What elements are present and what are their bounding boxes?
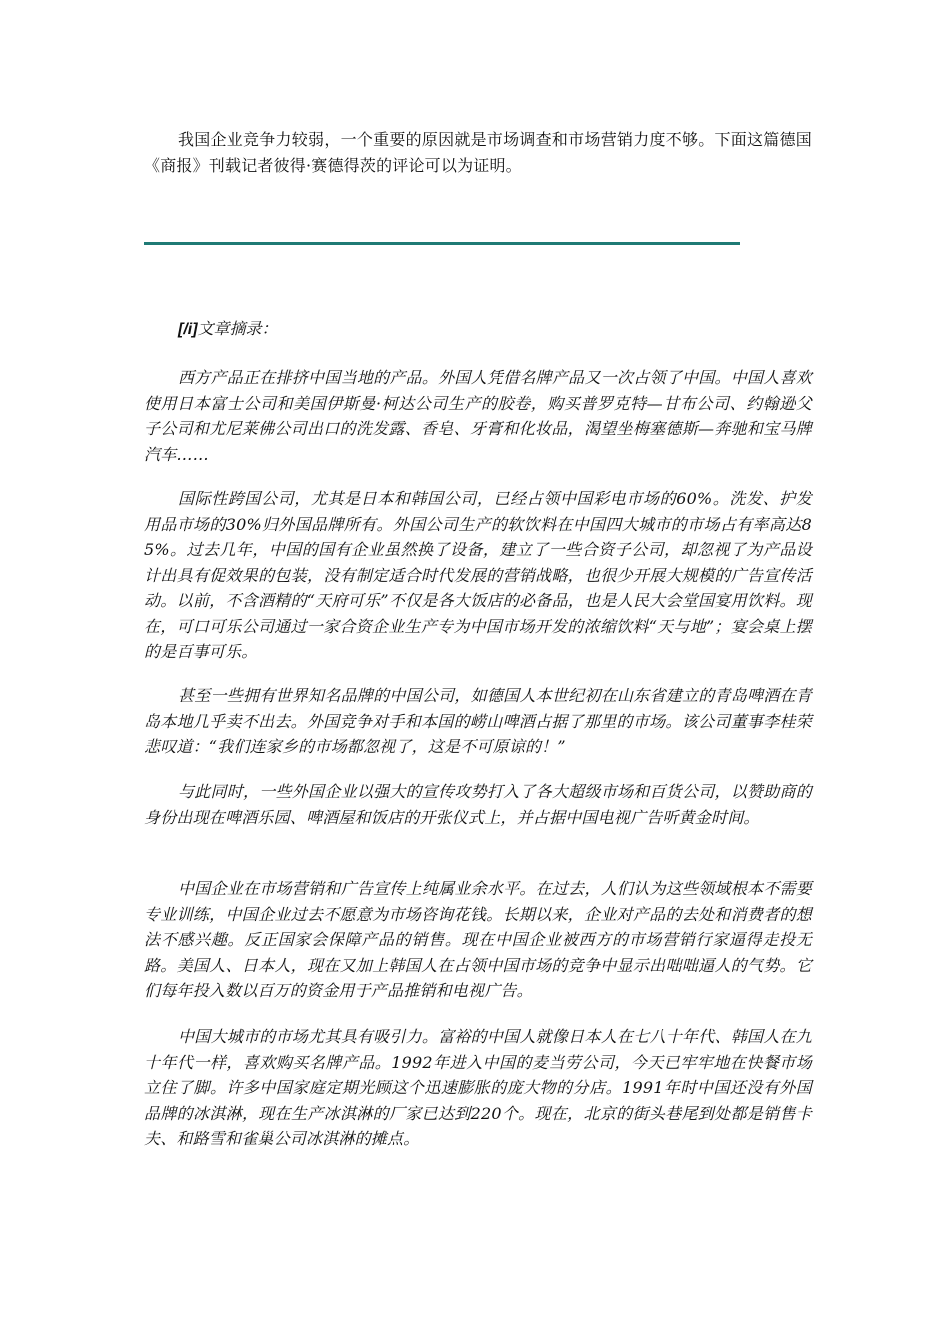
paragraph-block-5 <box>144 876 812 1004</box>
article-paragraph: 中国企业在市场营销和广告宣传上纯属业余水平。在过去，人们认为这些领域根本不需要专业训练，中国企业过去不愿意为市场咨询花钱。长期以来，企业对产品的去处和消费者的想法不感兴趣。反正国家会保障产品的销售。现在中国企业被西方的市场营销行家逼得走投无路。美国人、日本人，现在又加上韩国人在占领中国市场的竞争中显示出咄咄逼人的气势。它们每年投入数以百万的资金用于产品推销和电视广告。 <box>144 879 812 1000</box>
article-paragraph: 中国大城市的市场尤其具有吸引力。富裕的中国人就像日本人在七八十年代、韩国人在九十年代一样，喜欢购买名牌产品。1992年进入中国的麦当劳公司，今天已牢牢地在快餐市场立住了脚。许多中国家庭定期光顾这个迅速膨胀的庞大物的分店。1991年时中国还没有外国品牌的冰淇淋，现在生产冰淇淋的厂家已达到220个。现在，北京的街头巷尾到处都是销售卡夫、和路雪和雀巢公司冰淇淋的摊点。 <box>144 1027 812 1148</box>
article-paragraph: 甚至一些拥有世界知名品牌的中国公司，如德国人本世纪初在山东省建立的青岛啤酒在青岛本地几乎卖不出去。外国竞争对手和本国的崂山啤酒占据了那里的市场。该公司董事李桂荣悲叹道：“我们连家乡的市场都忽视了，这是不可原谅的！” <box>144 686 812 756</box>
article-paragraph: 国际性跨国公司，尤其是日本和韩国公司，已经占领中国彩电市场的60%。洗发、护发用品市场的30%归外国品牌所有。外国公司生产的软饮料在中国四大城市的市场占有率高达85%。过去几年，中国的国有企业虽然换了设备，建立了一些合资子公司，却忽视了为产品设计出具有促效果的包装，没有制定适合时代发展的营销战略，也很少开展大规模的广告宣传活动。以前，不含酒精的“天府可乐”不仅是各大饭店的必备品，也是人民大会堂国宴用饮料。现在，可口可乐公司通过一家合资企业生产专为中国市场开发的浓缩饮料“天与地”；宴会桌上摆的是百事可乐。 <box>144 489 812 661</box>
paragraph-block-4 <box>144 779 812 830</box>
article-paragraph: 西方产品正在排挤中国当地的产品。外国人凭借名牌产品又一次占领了中国。中国人喜欢使用日本富士公司和美国伊斯曼·柯达公司生产的胶卷，购买普罗克特—甘布公司、约翰逊父子公司和尤尼莱佛公司出口的洗发露、香皂、牙膏和化妆品，渴望坐梅塞德斯—奔驰和宝马牌汽车…… <box>144 368 812 464</box>
paragraph-block-1 <box>144 365 812 467</box>
intro-paragraph: 我国企业竞争力较弱，一个重要的原因就是市场调查和市场营销力度不够。下面这篇德国《商报》刊载记者彼得·赛德得茨的评论可以为证明。 <box>144 130 812 175</box>
abstract-label-text: 文章摘录： <box>197 319 278 338</box>
section-divider <box>144 242 740 245</box>
paragraph-block-6 <box>144 1024 812 1152</box>
intro-section <box>144 127 812 178</box>
paragraph-block-2 <box>144 486 812 665</box>
abstract-tag: [/i] <box>178 321 198 338</box>
abstract-heading <box>178 318 278 341</box>
paragraph-block-3 <box>144 683 812 760</box>
article-paragraph: 与此同时，一些外国企业以强大的宣传攻势打入了各大超级市场和百货公司，以赞助商的身份出现在啤酒乐园、啤酒屋和饭店的开张仪式上，并占据中国电视广告听黄金时间。 <box>144 782 812 827</box>
